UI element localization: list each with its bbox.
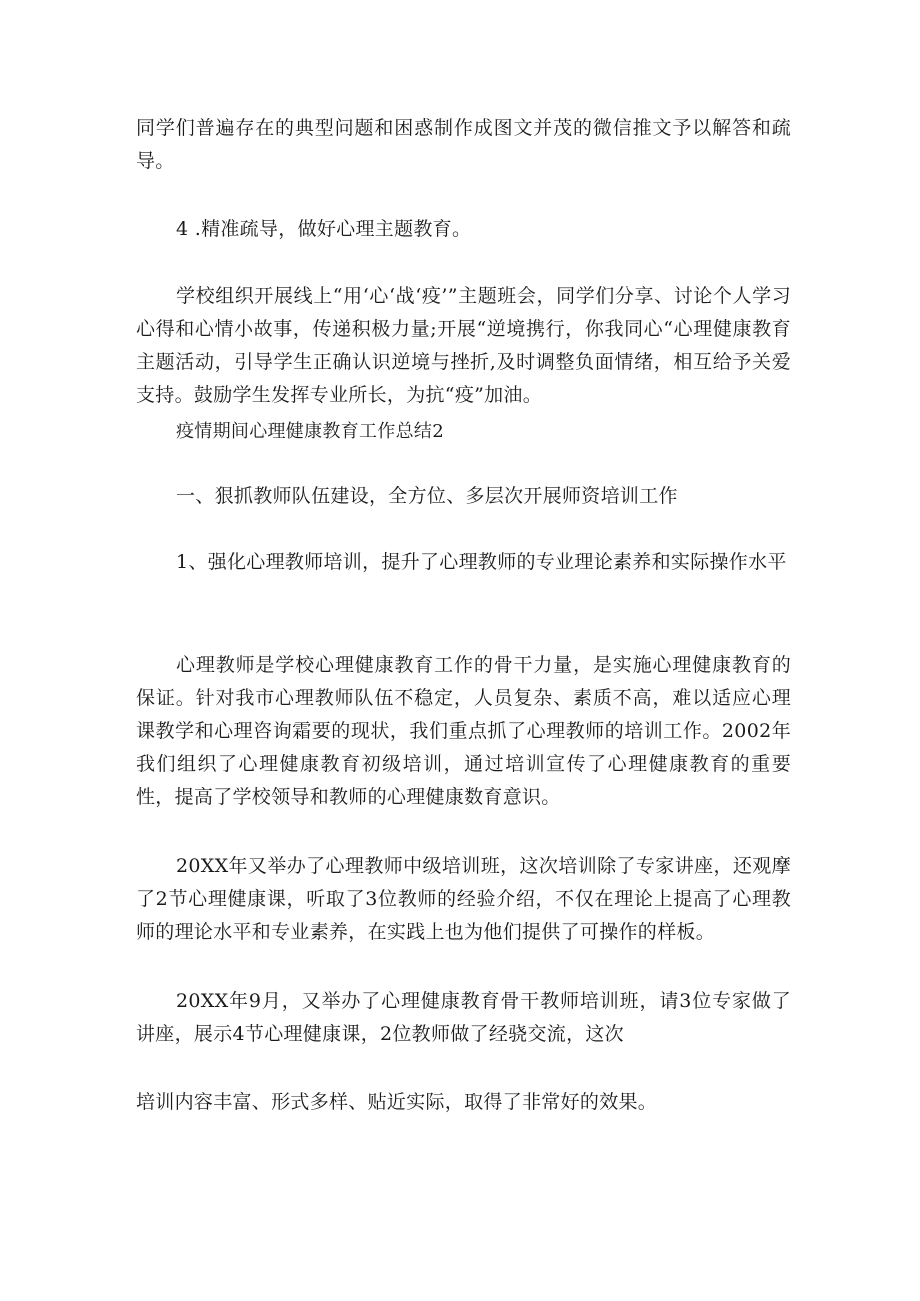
paragraph-intermediate-training: 20XX年又举办了心理教师中级培训班，这次培训除了专家讲座，还观摩了2节心理健康课，听取了3位教师的经验介绍，不仅在理论上提高了心理教师的理论水平和专业素养，在实践上也为他们提供了可操作的样板。 <box>136 855 791 943</box>
paragraph-teacher-training: 心理教师是学校心理健康教育工作的骨干力量，是实施心理健康教育的保证。针对我市心理教师队伍不稳定，人员复杂、素质不高，难以适应心理课教学和心理咨询霜要的现状，我们重点抓了心理教师的培训工作。2002年我们组织了心理健康教育初级培训，通过培训宣传了心理健康教育的重要性，提高了学校领导和教师的心理健康数育意识。 <box>136 654 791 808</box>
section-1-heading: 一、狠抓教师队伍建设，全方位、多层次开展师资培训工作 <box>176 485 678 507</box>
item-4-heading: 4 .精准疏导，做好心理主题教育。 <box>176 218 472 240</box>
paragraph-theme-class-meeting: 学校组织开展线上“用‘心‘战‘疫’”主题班会，同学们分享、讨论个人学习心得和心情小故事，传递积极力量;开展“逆境携行，你我同心“心理健康教育主题活动，引导学生正确认识逆境与挫折,及时调整负面情绪，相互给予关爱支持。鼓励学生发挥专业所长，为抗“疫”加油。 <box>136 285 791 406</box>
paragraph-training-effect: 培训内容丰富、形式多样、贴近实际，取得了非常好的效果。 <box>136 1091 658 1113</box>
summary-title: 疫情期间心理健康教育工作总结2 <box>176 421 444 442</box>
paragraph-wechat-posts: 同学们普遍存在的典型问题和困惑制作成图文并茂的微信推文予以解答和疏导。 <box>136 117 791 172</box>
paragraph-backbone-training: 20XX年9月，又举办了心理健康教育骨干教师培训班，请3位专家做了讲座，展示4节心理健康课，2位教师做了经骁交流，这次 <box>136 990 791 1045</box>
subsection-1-heading: 1、强化心理教师培训，提升了心理教师的专业理论素养和实际操作水平 <box>176 551 787 573</box>
